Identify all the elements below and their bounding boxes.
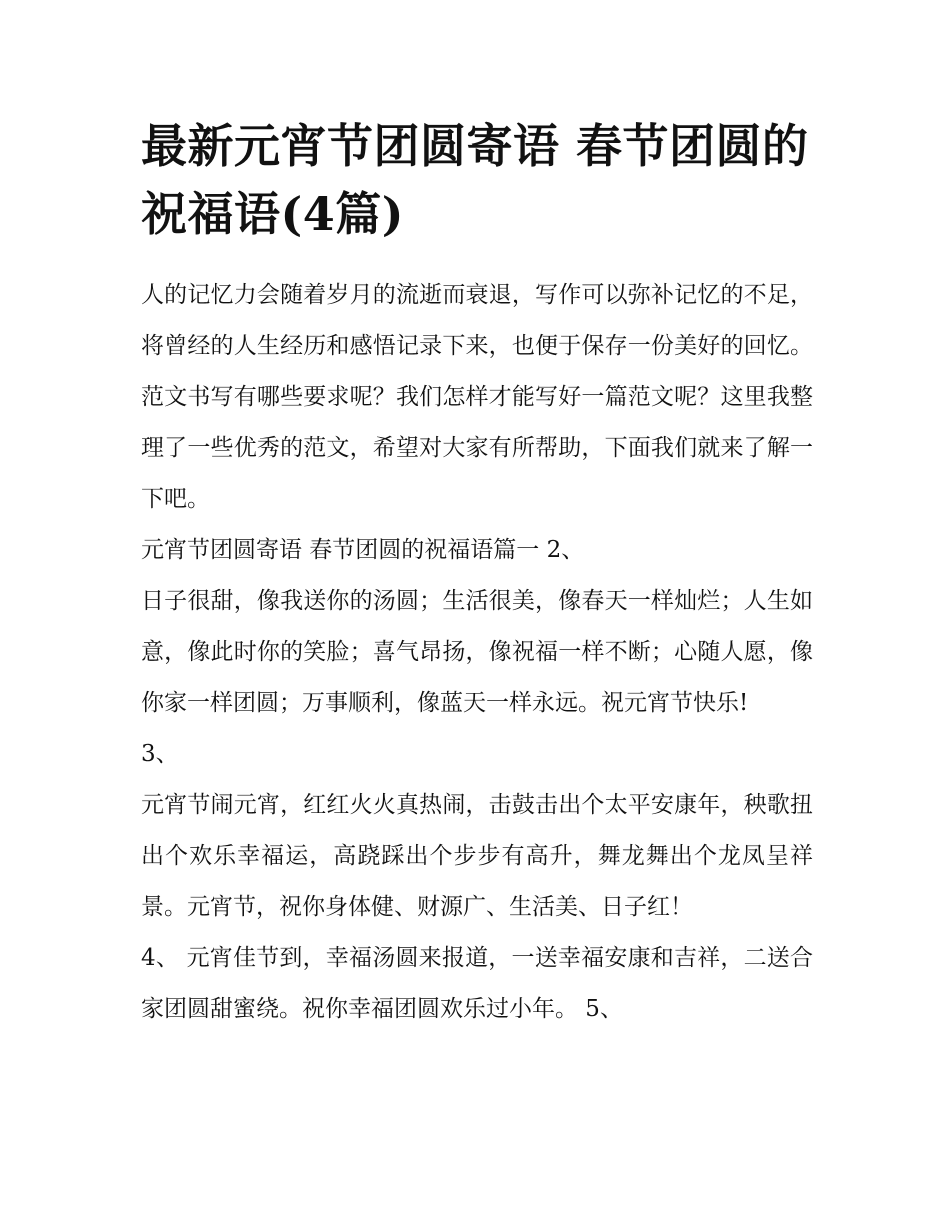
greeting-paragraph-2: 日子很甜，像我送你的汤圆；生活很美，像春天一样灿烂；人生如意，像此时你的笑脸；喜气昂扬，像祝福一样不断；心随人愿，像你家一样团圆；万事顺利，像蓝天一样永远。祝元宵节快乐! [141,588,813,716]
document-title: 最新元宵节团圆寄语 春节团圆的祝福语(4篇) [141,119,809,241]
document-page [141,112,813,1035]
document-body [141,270,813,1035]
greeting-number-3: 3、 [141,741,179,767]
greeting-paragraph-3: 元宵节闹元宵，红红火火真热闹，击鼓击出个太平安康年，秧歌扭出个欢乐幸福运，高跷踩出个步步有高升，舞龙舞出个龙凤呈祥景。元宵节，祝你身体健、财源广、生活美、日子红！ [141,792,813,920]
greeting-paragraph-4: 4、 元宵佳节到，幸福汤圆来报道，一送幸福安康和吉祥，二送合家团圆甜蜜绕。祝你幸福团圆欢乐过小年。 5、 [141,945,813,1022]
intro-paragraph: 人的记忆力会随着岁月的流逝而衰退，写作可以弥补记忆的不足，将曾经的人生经历和感悟记录下来，也便于保存一份美好的回忆。范文书写有哪些要求呢？我们怎样才能写好一篇范文呢？这里我整理了一些优秀的范文，希望对大家有所帮助，下面我们就来了解一下吧。 [141,282,813,512]
section-heading-1: 元宵节团圆寄语 春节团圆的祝福语篇一 2、 [141,537,585,563]
